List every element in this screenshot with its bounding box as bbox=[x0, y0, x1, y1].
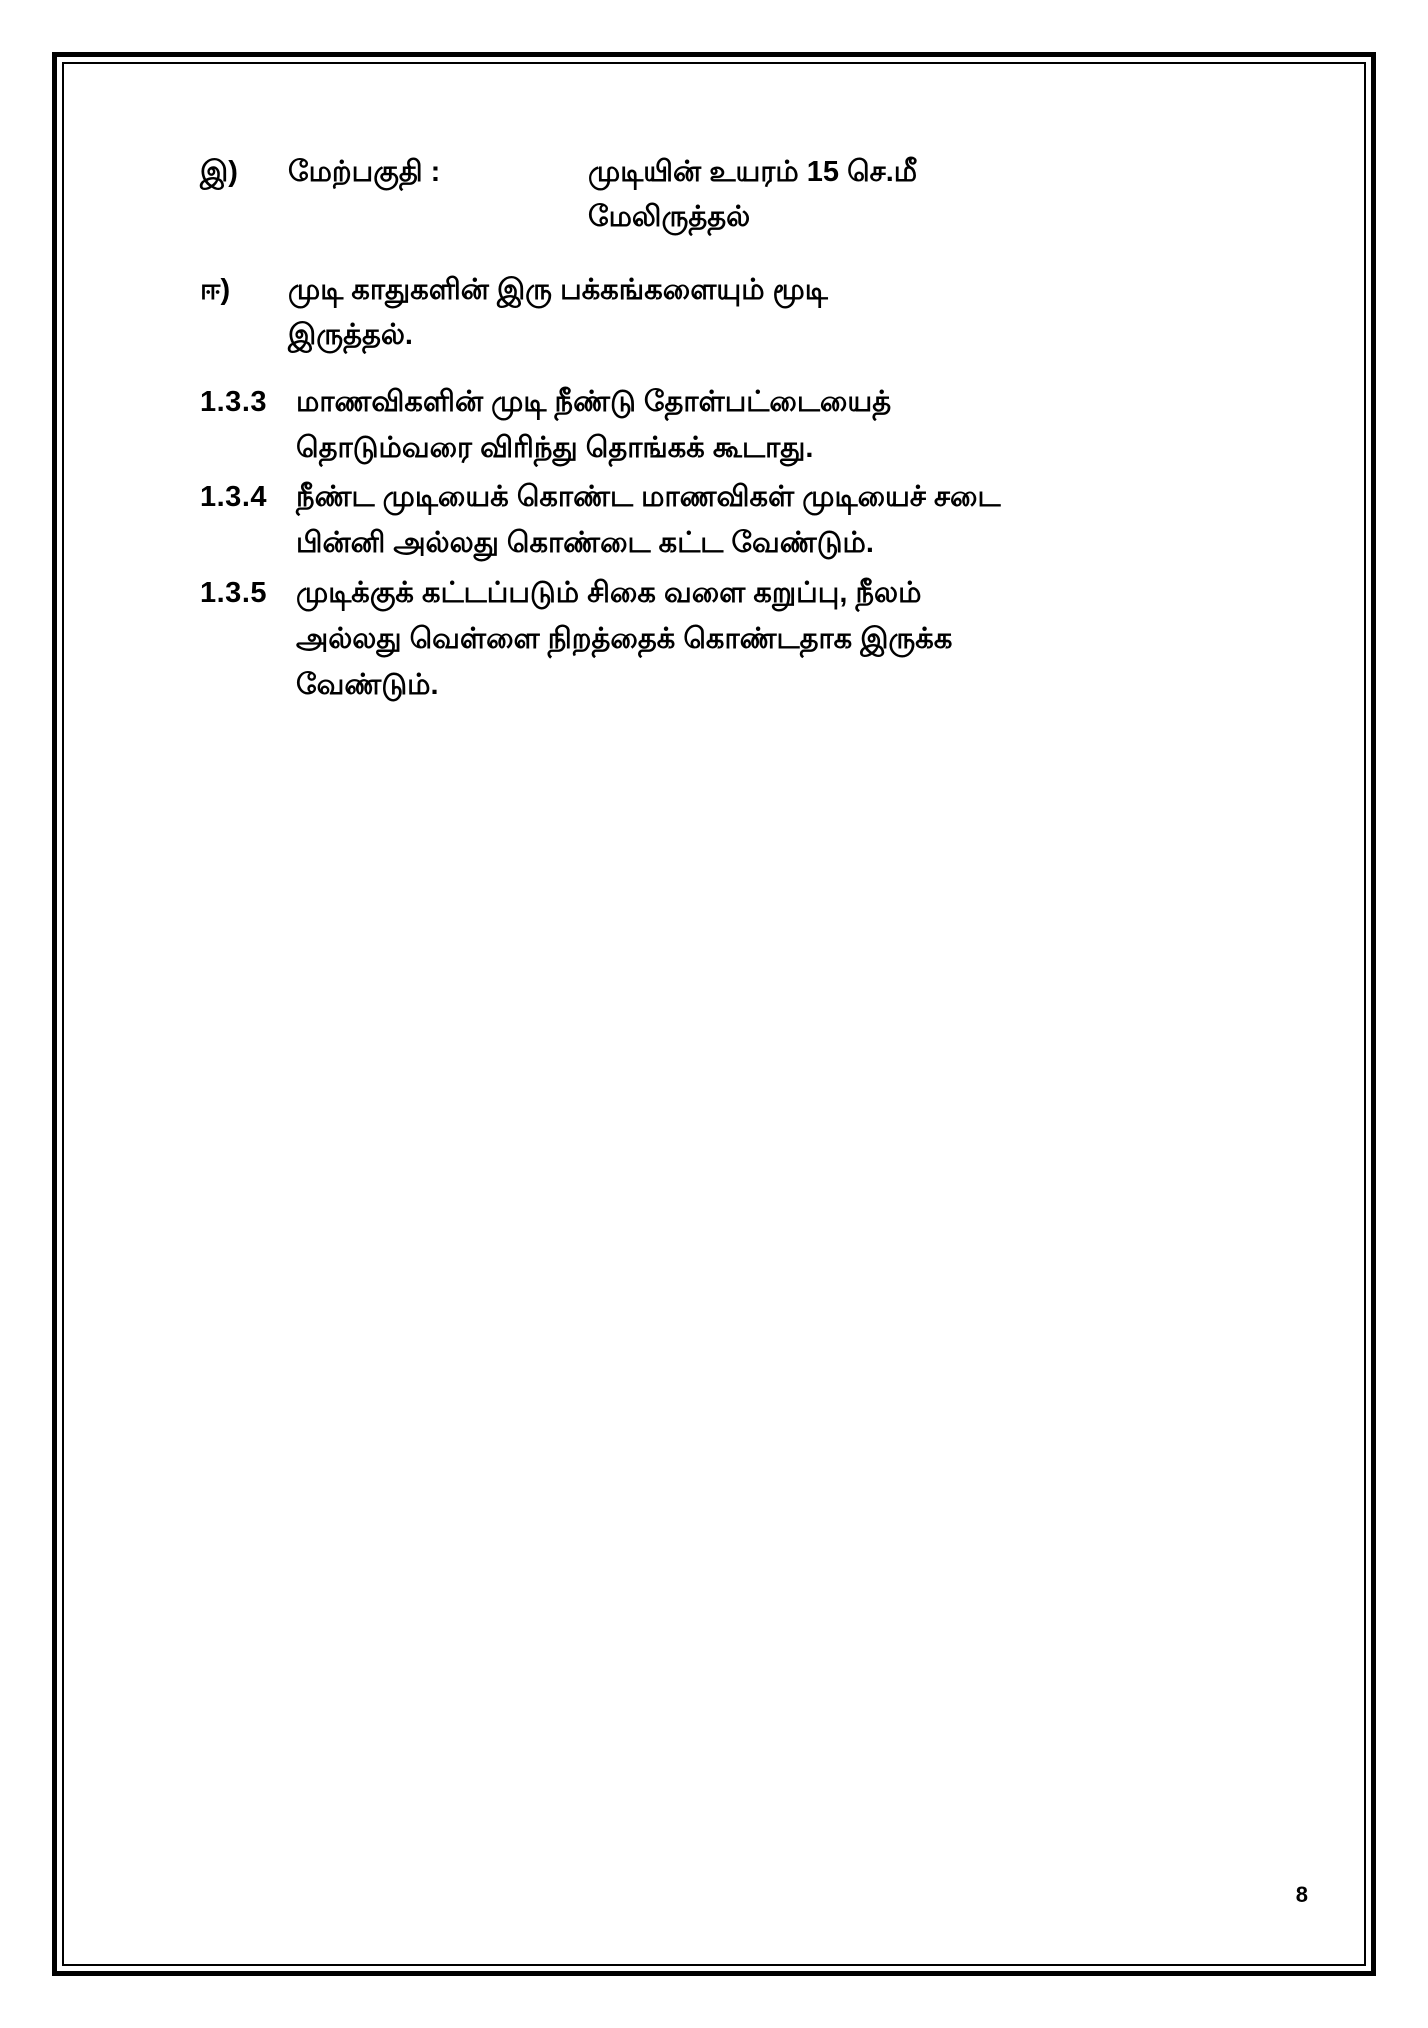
clause-1-3-5-text bbox=[296, 571, 1240, 708]
lettered-item-2-value: முடி காதுகளின் இரு பக்கங்களையும் மூடி bbox=[288, 273, 828, 306]
spacer-2 bbox=[200, 364, 1240, 380]
clause-1-3-4-text bbox=[296, 475, 1240, 567]
lettered-item-1-body bbox=[288, 150, 1240, 240]
clause-1-3-5-line-2: அல்லது வெள்ளை நிறத்தைக் கொண்டதாக இருக்க bbox=[296, 622, 953, 655]
lettered-item-1-continuation: மேலிருத்தல் bbox=[588, 200, 751, 233]
lettered-item-2-marker: ஈ) bbox=[200, 273, 231, 306]
clause-1-3-4-line-2: பின்னி அல்லது கொண்டை கட்ட வேண்டும். bbox=[296, 527, 874, 560]
spacer-1 bbox=[200, 246, 1240, 268]
clause-1-3-4-line-1: நீண்ட முடியைக் கொண்ட மாணவிகள் முடியைச் சடை bbox=[296, 481, 1001, 514]
clause-1-3-4-number: 1.3.4 bbox=[200, 481, 267, 514]
lettered-item-1-label: மேற்பகுதி : bbox=[288, 156, 441, 188]
page-content bbox=[200, 150, 1240, 712]
clause-1-3-3-line-2: தொடும்வரை விரிந்து தொங்கக் கூடாது. bbox=[296, 431, 814, 464]
lettered-item-1-value: முடியின் உயரம் 15 செ.மீ bbox=[588, 156, 918, 188]
lettered-item-1 bbox=[200, 150, 1240, 240]
clause-1-3-5-line-1: முடிக்குக் கட்டப்படும் சிகை வளை கறுப்பு, நீலம் bbox=[296, 577, 922, 609]
lettered-item-2-body bbox=[288, 268, 1240, 358]
lettered-item-2 bbox=[200, 268, 1240, 358]
clause-1-3-3-line-1: மாணவிகளின் முடி நீண்டு தோள்பட்டையைத் bbox=[296, 385, 892, 418]
lettered-item-1-marker: இ) bbox=[200, 156, 238, 188]
clause-1-3-3-text bbox=[296, 380, 1240, 472]
lettered-item-1-row bbox=[288, 150, 1240, 195]
clause-1-3-5 bbox=[200, 571, 1240, 708]
clause-1-3-3 bbox=[200, 380, 1240, 472]
clause-1-3-3-number: 1.3.3 bbox=[200, 385, 267, 418]
clause-1-3-4 bbox=[200, 475, 1240, 567]
lettered-item-2-continuation: இருத்தல். bbox=[288, 318, 413, 351]
clause-1-3-5-number: 1.3.5 bbox=[200, 577, 267, 609]
clause-1-3-5-line-3: வேண்டும். bbox=[296, 668, 439, 701]
page-number: 8 bbox=[1295, 1882, 1308, 1907]
